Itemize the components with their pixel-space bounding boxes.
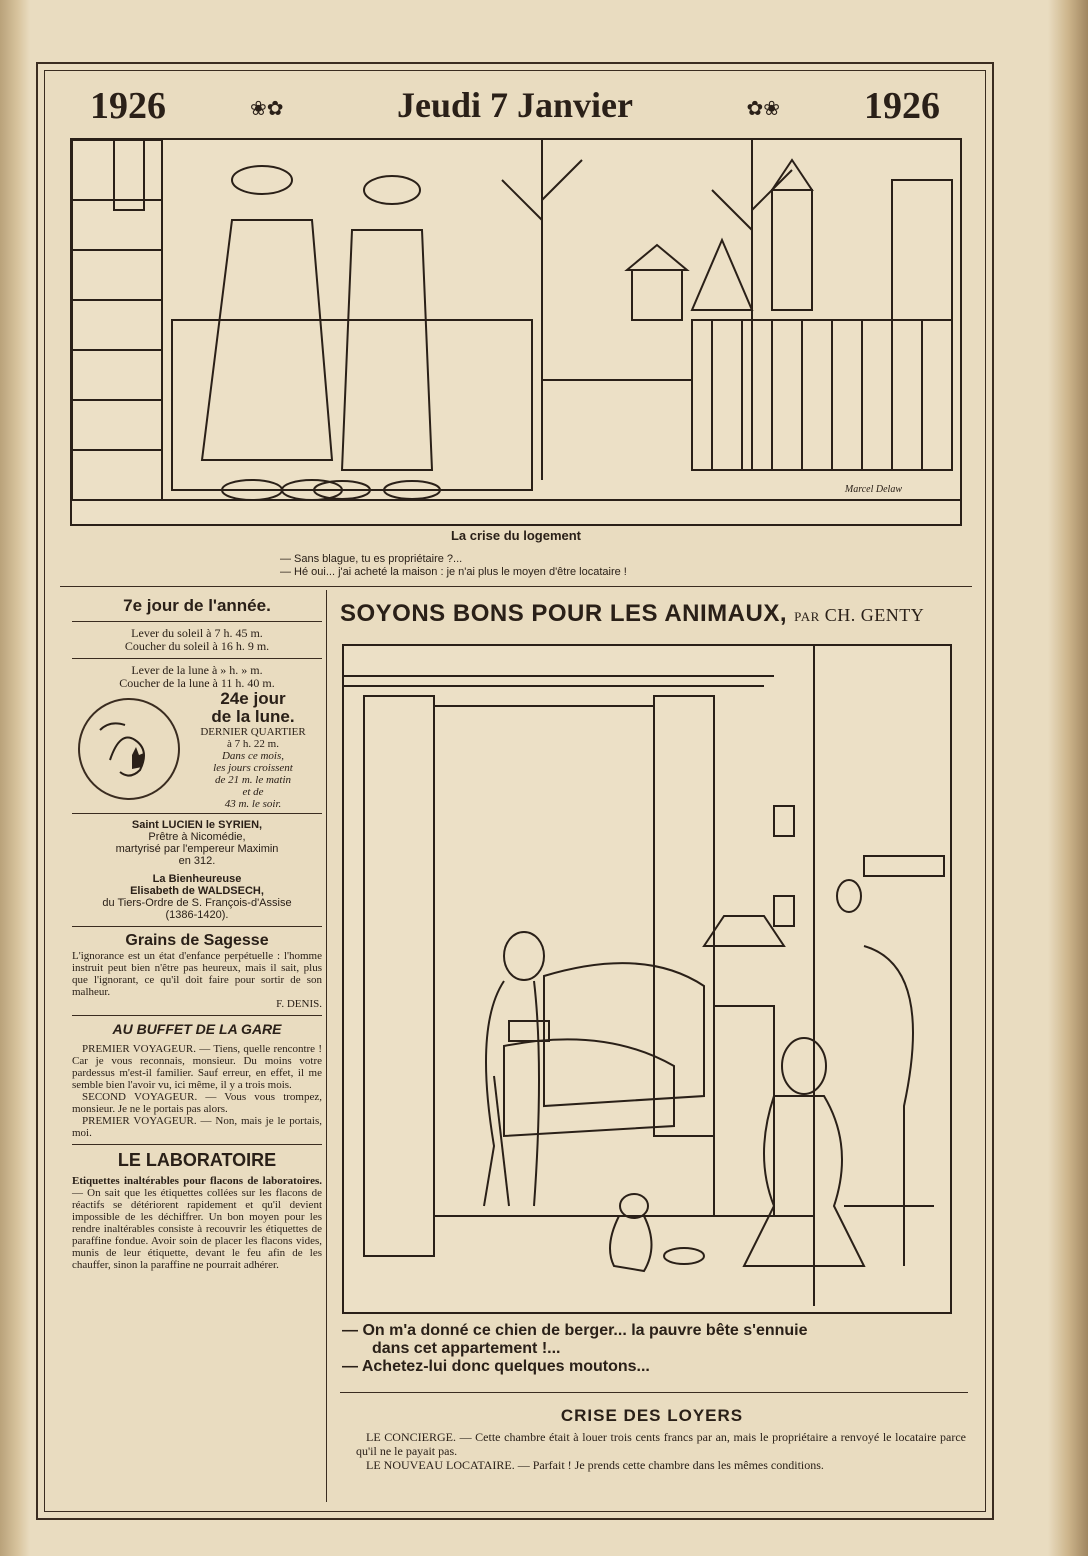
grains-text: L'ignorance est un état d'enfance perpétuelle : l'homme instruit peut bien n'être pas heureux, mais il sait, plus que l'ignorant, ce qu'il doit faire pour sortir de son malheur. — [72, 950, 322, 998]
moon-note: de 21 m. le matin — [214, 774, 292, 786]
main-title: SOYONS BONS POUR LES ANIMAUX, — [340, 600, 787, 627]
saint-2-name: Elisabeth de WALDSECH, — [130, 885, 264, 897]
saint-1-name: Saint LUCIEN le SYRIEN, — [131, 819, 263, 831]
moonrise-time: Lever de la lune à » h. » m. — [131, 663, 263, 677]
crise-speaker: LE NOUVEAU LOCATAIRE. — [366, 1458, 515, 1472]
cartoon-drawing — [344, 646, 950, 1312]
moon-note: les jours croissent — [213, 762, 293, 774]
buffet-paragraph: SECOND VOYAGEUR. — Vous vous trompez, monsieur. Je ne le portais pas alors. — [72, 1091, 322, 1115]
buffet-paragraph: PREMIER VOYAGEUR. — Non, mais je le portais, moi. — [72, 1115, 322, 1139]
rule — [72, 658, 322, 659]
crise-title: CRISE DES LOYERS — [560, 1406, 744, 1425]
moon-note: et de — [242, 786, 264, 798]
grains-author: F. DENIS. — [276, 998, 322, 1010]
rule — [72, 1144, 322, 1145]
cartoon-illustration-housing-crisis — [70, 138, 962, 526]
labo-title: LE LABORATOIRE — [117, 1150, 277, 1170]
rule — [72, 1015, 322, 1016]
crise-line: — Cette chambre était à louer trois cents francs par an, mais le propriétaire a renvoyé le locataire parce qu'il ne le payait pas. — [356, 1430, 967, 1458]
saint-1-line: Prêtre à Nicomédie, — [148, 831, 246, 843]
moon-note: 43 m. le soir. — [224, 798, 282, 810]
crise-line: — Parfait ! Je prends cette chambre dans les mêmes conditions. — [514, 1458, 824, 1472]
moon-day-line-1: 24e jour — [220, 689, 286, 708]
saint-2-line: du Tiers-Ordre de S. François-d'Assise — [102, 897, 292, 909]
main-caption-line: — On m'a donné ce chien de berger... la pauvre bête s'ennuie — [342, 1322, 808, 1339]
main-article — [340, 600, 965, 628]
moon-phase-time: à 7 h. 22 m. — [227, 738, 279, 750]
cartoon-signature: Marcel Delaw — [844, 484, 902, 495]
moon-phase: DERNIER QUARTIER — [200, 726, 306, 738]
labo-subtitle: Etiquettes inaltérables pour flacons de laboratoires. — [72, 1175, 322, 1187]
crise-text — [356, 1430, 966, 1472]
section-divider — [60, 586, 972, 587]
moon-info — [72, 690, 322, 808]
rule — [72, 813, 322, 814]
saint-1 — [72, 819, 322, 867]
rule — [72, 621, 322, 622]
day-of-year: 7e jour de l'année. — [123, 596, 271, 615]
cartoon-title: La crise du logement — [450, 528, 582, 543]
main-caption-line: — Achetez-lui donc quelques moutons... — [342, 1358, 650, 1375]
flower-ornament-icon: ✿❀ — [746, 98, 780, 120]
moonset-time: Coucher de la lune à 11 h. 40 m. — [119, 676, 275, 690]
page-header — [60, 84, 970, 132]
almanac-column — [72, 596, 322, 1271]
saint-2-line: La Bienheureuse — [152, 873, 242, 885]
rule — [72, 926, 322, 927]
grains-title: Grains de Sagesse — [125, 932, 269, 949]
section-divider — [340, 1392, 968, 1393]
main-byline: par CH. GENTY — [794, 605, 925, 625]
saint-2-line: (1386-1420). — [165, 909, 229, 921]
saint-1-line: en 312. — [178, 855, 216, 867]
moon-cat-emblem-icon — [78, 698, 180, 800]
page-edge-right — [1048, 0, 1088, 1556]
moon-day-line-2: de la lune. — [211, 707, 295, 726]
labo-text: — On sait que les étiquettes collées sur les flacons de réactifs se détériorent rapidement et qu'il devient impossible de les déchiffrer. Un bon moyen pour les rendre inaltérables consiste à recouvrir les étiquettes de paraffine fondue. Avoir soin de placer les flacons vides, munis de leur étiquette, devant le feu afin de les chauffer, sinon la paraffine ne pourrait adhérer. — [72, 1187, 322, 1271]
crise-speaker: LE CONCIERGE. — [366, 1430, 456, 1444]
sunrise-time: Lever du soleil à 7 h. 45 m. — [131, 626, 263, 640]
main-caption-line: dans cet appartement !... — [372, 1340, 561, 1357]
moon-note: Dans ce mois, — [221, 750, 285, 762]
cartoon-illustration-animals — [342, 644, 952, 1314]
cartoon-dialogue-line-2: — Hé oui... j'ai acheté la maison : je n'ai plus le moyen d'être locataire ! — [280, 566, 627, 578]
buffet-title: AU BUFFET DE LA GARE — [112, 1021, 282, 1037]
cartoon-dialogue-line-1: — Sans blague, tu es propriétaire ?... — [280, 553, 463, 565]
main-title-row — [340, 600, 965, 628]
buffet-paragraph: PREMIER VOYAGEUR. — Tiens, quelle rencontre ! Car je vous reconnais, monsieur. Du moins votre pardessus m'est-il familier. Sauf erreur, en effet, il me semble bien l'avoir vu, ici même, il y a trois mois. — [72, 1043, 322, 1091]
page-edge-left — [0, 0, 30, 1556]
year-left: 1926 — [90, 85, 166, 127]
sunset-time: Coucher du soleil à 16 h. 9 m. — [124, 639, 270, 653]
saint-2 — [72, 873, 322, 921]
column-divider — [326, 590, 327, 1502]
moon-phase-text — [184, 690, 322, 810]
main-caption — [342, 1322, 962, 1376]
page-date: Jeudi 7 Janvier — [396, 85, 633, 125]
saint-1-line: martyrisé par l'empereur Maximin — [115, 843, 279, 855]
flower-ornament-icon: ❀✿ — [250, 98, 284, 120]
cartoon-drawing — [72, 140, 960, 524]
year-right: 1926 — [864, 85, 940, 127]
